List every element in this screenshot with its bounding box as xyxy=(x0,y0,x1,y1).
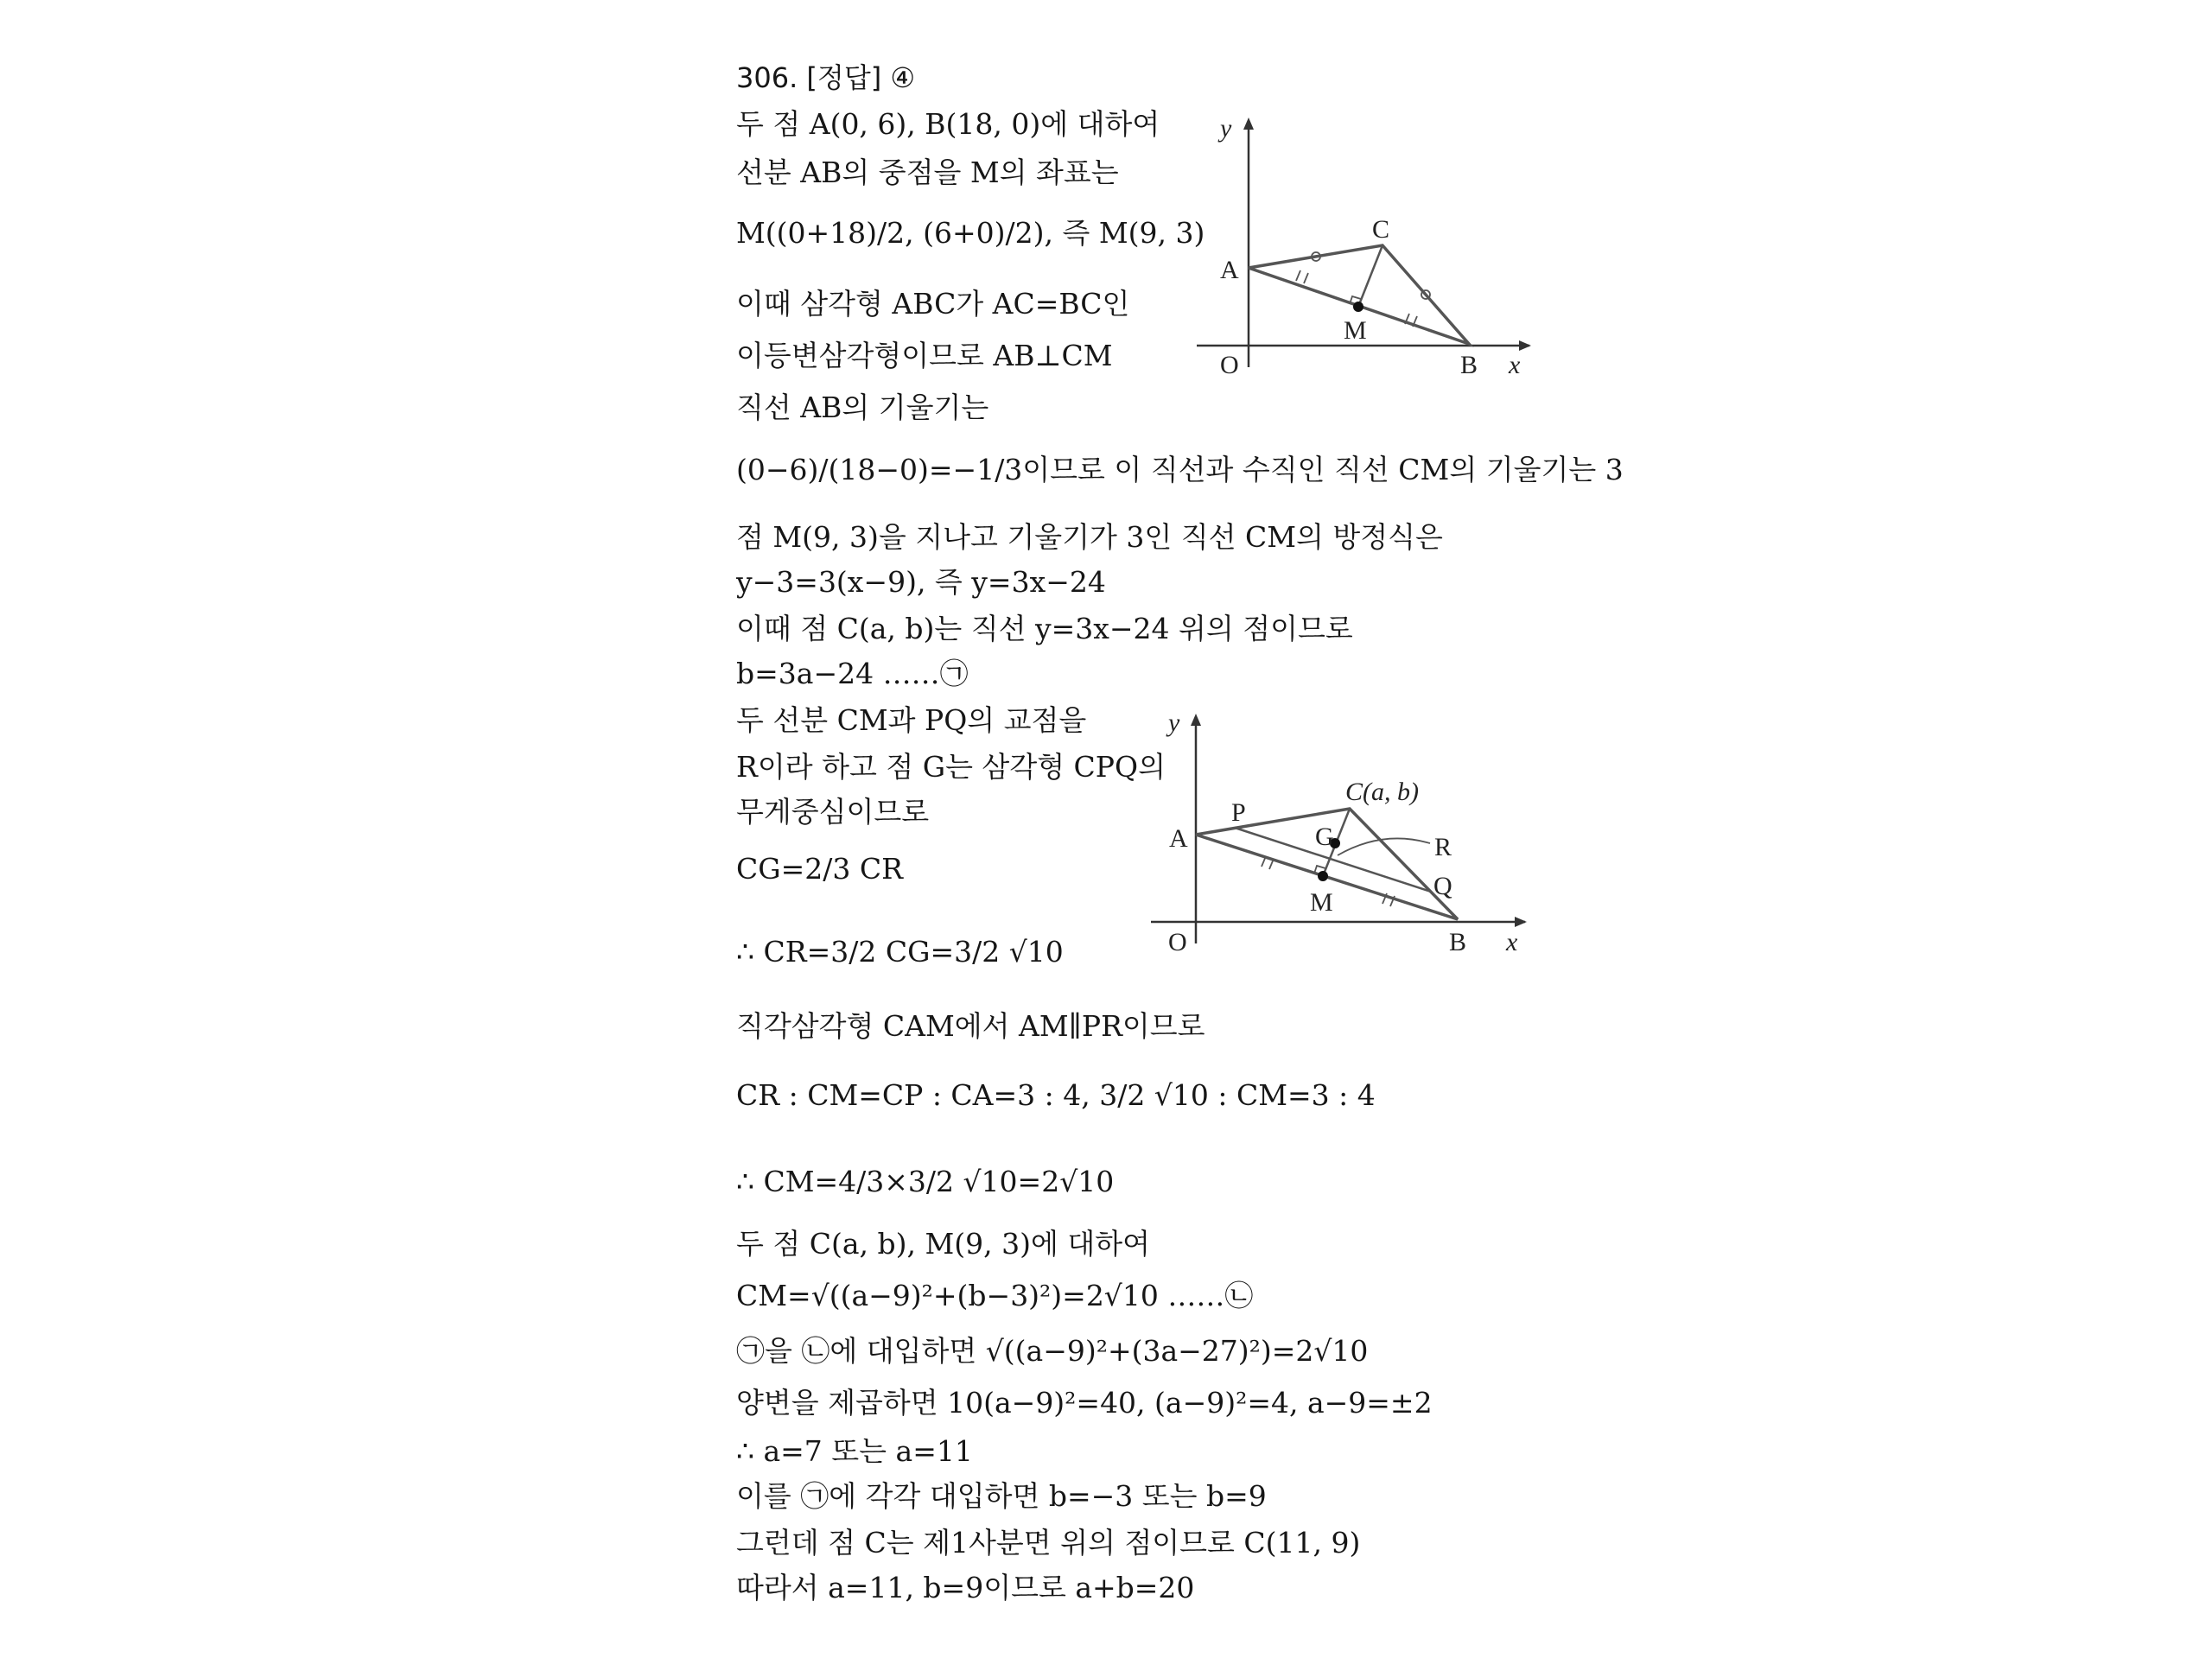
fig2-label-x: x xyxy=(1506,928,1518,956)
fig2-label-g: G xyxy=(1315,823,1334,851)
figure-triangle-cpq xyxy=(1141,700,1547,972)
solution-line-1: 두 점 A(0, 6), B(18, 0)에 대하여 xyxy=(736,107,1160,141)
problem-header: 306. [정답] ④ xyxy=(736,61,916,94)
solution-line-15: CG=2/3 CR xyxy=(736,852,903,886)
solution-line-24: ∴ a=7 또는 a=11 xyxy=(736,1434,973,1468)
fig2-label-p: P xyxy=(1231,798,1246,827)
fig2-label-c: C(a, b) xyxy=(1345,778,1419,806)
fig2-label-a: A xyxy=(1169,824,1188,853)
solution-line-13: R이라 하고 점 G는 삼각형 CPQ의 xyxy=(736,750,1166,784)
fig1-label-b: B xyxy=(1460,351,1478,379)
fig2-label-b: B xyxy=(1449,928,1467,956)
fig2-label-m: M xyxy=(1310,888,1333,917)
solution-line-7: (0−6)/(18−0)=−1/3이므로 이 직선과 수직인 직선 CM의 기울기는 3 xyxy=(736,453,1624,486)
solution-line-18: CR : CM=CP : CA=3 : 4, 3/2 √10 : CM=3 : 4 xyxy=(736,1078,1376,1112)
fig1-tick-mark-am xyxy=(1296,270,1308,283)
fig1-label-x: x xyxy=(1509,351,1521,379)
solution-line-5: 이등변삼각형이므로 AB⊥CM xyxy=(736,339,1113,372)
solution-line-25: 이를 ㉠에 각각 대입하면 b=−3 또는 b=9 xyxy=(736,1479,1267,1513)
solution-line-9: y−3=3(x−9), 즉 y=3x−24 xyxy=(736,565,1106,599)
solution-line-8: 점 M(9, 3)을 지나고 기울기가 3인 직선 CM의 방정식은 xyxy=(736,520,1443,554)
solution-line-3: M((0+18)/2, (6+0)/2), 즉 M(9, 3) xyxy=(736,216,1205,250)
fig1-point-m-dot xyxy=(1353,302,1363,312)
fig1-segment-cm xyxy=(1358,245,1382,307)
solution-line-21: CM=√((a−9)²+(b−3)²)=2√10 ……㉡ xyxy=(736,1279,1254,1312)
fig2-point-m-dot xyxy=(1318,871,1328,881)
solution-line-17: 직각삼각형 CAM에서 AM∥PR이므로 xyxy=(736,1009,1205,1043)
fig1-label-c: C xyxy=(1372,215,1390,244)
fig1-y-axis-arrow-icon xyxy=(1243,118,1254,130)
fig2-y-axis-arrow-icon xyxy=(1191,714,1201,726)
solution-line-26: 그런데 점 C는 제1사분면 위의 점이므로 C(11, 9) xyxy=(736,1526,1361,1560)
solution-line-2: 선분 AB의 중점을 M의 좌표는 xyxy=(736,156,1119,189)
solution-line-4: 이때 삼각형 ABC가 AC=BC인 xyxy=(736,287,1130,321)
fig1-label-m: M xyxy=(1344,316,1367,345)
fig2-x-axis-arrow-icon xyxy=(1515,917,1527,927)
fig2-label-origin: O xyxy=(1168,928,1187,956)
solution-line-14: 무게중심이므로 xyxy=(736,795,930,829)
solution-line-16: ∴ CR=3/2 CG=3/2 √10 xyxy=(736,935,1064,969)
fig2-label-r: R xyxy=(1434,833,1452,861)
fig2-label-y: y xyxy=(1168,708,1180,737)
solution-line-23: 양변을 제곱하면 10(a−9)²=40, (a−9)²=4, a−9=±2 xyxy=(736,1386,1433,1420)
solution-line-22: ㉠을 ㉡에 대입하면 √((a−9)²+(3a−27)²)=2√10 xyxy=(736,1334,1369,1368)
fig1-label-a: A xyxy=(1220,256,1239,284)
fig2-r-pointer xyxy=(1338,838,1430,855)
solution-line-27: 따라서 a=11, b=9이므로 a+b=20 xyxy=(736,1571,1195,1604)
fig1-label-y: y xyxy=(1220,114,1232,143)
figure-triangle-abc xyxy=(1188,104,1542,389)
solution-line-6: 직선 AB의 기울기는 xyxy=(736,391,989,424)
solution-line-20: 두 점 C(a, b), M(9, 3)에 대하여 xyxy=(736,1227,1151,1261)
solution-line-10: 이때 점 C(a, b)는 직선 y=3x−24 위의 점이므로 xyxy=(736,612,1353,645)
solution-line-12: 두 선분 CM과 PQ의 교점을 xyxy=(736,703,1087,737)
fig2-label-q: Q xyxy=(1433,872,1452,900)
fig1-x-axis-arrow-icon xyxy=(1519,340,1531,351)
solution-line-19: ∴ CM=4/3×3/2 √10=2√10 xyxy=(736,1165,1115,1198)
solution-line-11: b=3a−24 ……㉠ xyxy=(736,657,969,690)
fig1-label-origin: O xyxy=(1220,351,1239,379)
